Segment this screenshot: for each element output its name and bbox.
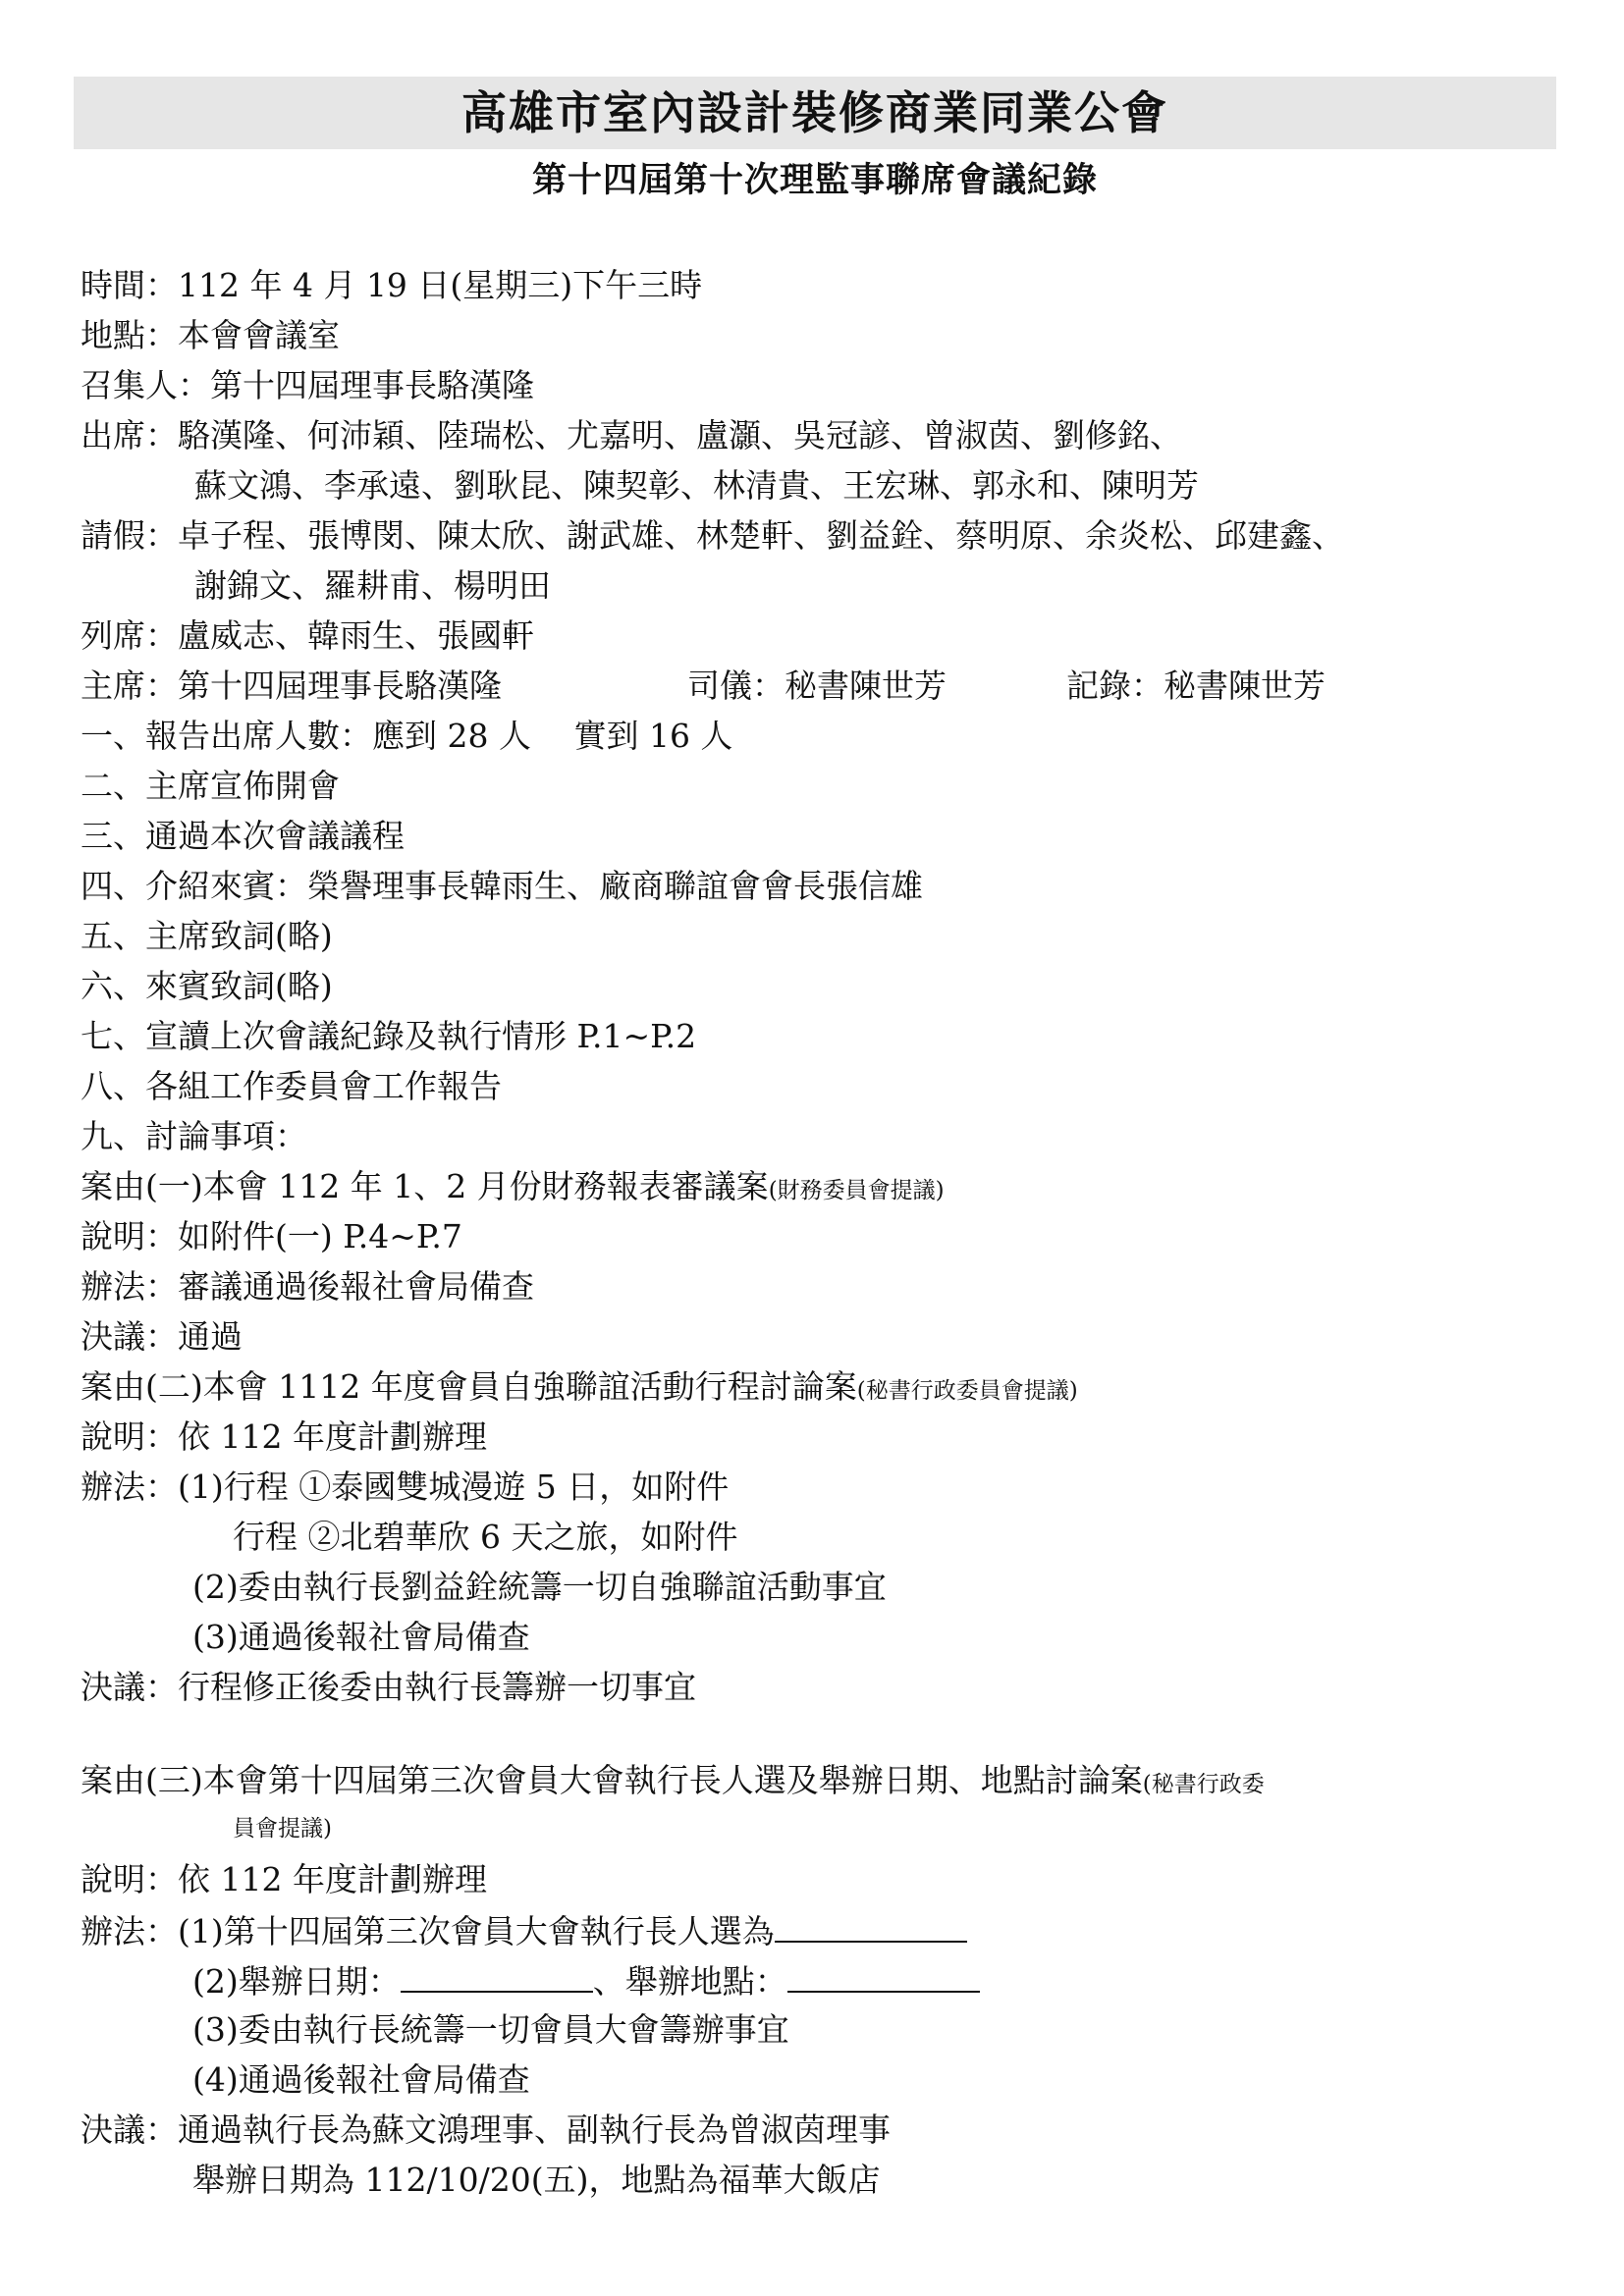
leave-line-1: 請假：卓子程、張博閔、陳太欣、謝武雄、林楚軒、劉益銓、蔡明原、余炎松、邱建鑫、 [81,516,1344,555]
case-3-method-2 [192,1957,980,2004]
attendees-line-1: 出席：駱漢隆、何沛穎、陸瑞松、尤嘉明、盧灝、吳冠諺、曾淑茵、劉修銘、 [81,416,1182,454]
case-3-resolution-2: 舉辦日期為 112/10/20(五)，地點為福華大飯店 [192,2161,881,2199]
case-3-method-2-date-label: (2)舉辦日期： [192,1962,401,2001]
agenda-item-8: 八、各組工作委員會工作報告 [81,1067,502,1105]
case-1-method: 辦法：審議通過後報社會局備查 [81,1267,534,1306]
case-3-method-1-text: 辦法：(1)第十四屆第三次會員大會執行長人選為 [81,1912,775,1950]
case-2-title-text: 案由(二)本會 1112 年度會員自強聯誼活動行程討論案 [81,1367,857,1406]
case-3-proposer-2: 員會提議) [233,1816,332,1842]
agenda-item-2: 二、主席宣佈開會 [81,767,340,805]
executive-candidate-blank [775,1907,967,1943]
event-date-blank [401,1957,593,1993]
agenda-item-6: 六、來賓致詞(略) [81,967,333,1005]
agenda-item-3: 三、通過本次會議議程 [81,817,405,855]
case-2-method-1b: 行程 ②北碧華欣 6 天之旅，如附件 [233,1518,738,1556]
observers: 列席：盧威志、韓雨生、張國軒 [81,616,534,655]
agenda-item-9: 九、討論事項： [81,1117,307,1155]
case-2-method-1: 辦法：(1)行程 ①泰國雙城漫遊 5 日，如附件 [81,1468,730,1506]
case-1-title [81,1164,945,1213]
agenda-item-1: 一、報告出席人數：應到 28 人 實到 16 人 [81,717,733,755]
case-2-explanation: 說明：依 112 年度計劃辦理 [81,1417,487,1456]
case-2-method-2: (2)委由執行長劉益銓統籌一切自強聯誼活動事宜 [192,1568,887,1606]
recorder: 記錄：秘書陳世芳 [1066,667,1326,705]
case-1-explanation: 說明：如附件(一) P.4~P.7 [81,1217,462,1255]
document-subtitle: 第十四屆第十次理監事聯席會議紀錄 [531,160,1098,200]
case-3-explanation: 說明：依 112 年度計劃辦理 [81,1860,487,1898]
case-3-proposer-1: (秘書行政委 [1142,1772,1265,1797]
document-title: 高雄市室內設計裝修商業同業公會 [74,77,1556,149]
case-2-resolution: 決議：行程修正後委由執行長籌辦一切事宜 [81,1668,696,1706]
case-1-title-text: 案由(一)本會 112 年 1、2 月份財務報表審議案 [81,1167,769,1205]
meeting-time: 時間：112 年 4 月 19 日(星期三)下午三時 [81,266,703,304]
case-2-title [81,1364,1078,1414]
case-3-method-1 [81,1907,967,1954]
case-1-resolution: 決議：通過 [81,1317,243,1356]
case-2-method-3: (3)通過後報社會局備查 [192,1618,530,1656]
chairperson: 主席：第十四屆理事長駱漢隆 [81,667,502,705]
case-1-proposer: (財務委員會提議) [768,1178,945,1203]
case-3-method-2-place-label: 、舉辦地點： [592,1962,787,2001]
meeting-convener: 召集人：第十四屆理事長駱漢隆 [81,366,534,404]
event-place-blank [787,1957,980,1993]
agenda-item-4: 四、介紹來賓：榮譽理事長韓雨生、廠商聯誼會會長張信雄 [81,867,923,905]
master-of-ceremonies: 司儀：秘書陳世芳 [687,667,947,705]
case-3-title-text: 案由(三)本會第十四屆第三次會員大會執行長人選及舉辦日期、地點討論案 [81,1761,1143,1799]
case-2-proposer: (秘書行政委員會提議) [856,1378,1078,1404]
agenda-item-5: 五、主席致詞(略) [81,917,333,955]
case-3-method-4: (4)通過後報社會局備查 [192,2060,530,2099]
case-3-title [81,1758,1265,1807]
agenda-item-7: 七、宣讀上次會議紀錄及執行情形 P.1~P.2 [81,1017,697,1055]
leave-line-2: 謝錦文、羅耕甫、楊明田 [194,566,551,605]
case-3-method-3: (3)委由執行長統籌一切會員大會籌辦事宜 [192,2010,789,2049]
case-3-resolution-1: 決議：通過執行長為蘇文鴻理事、副執行長為曾淑茵理事 [81,2110,891,2149]
meeting-place: 地點：本會會議室 [81,316,340,354]
attendees-line-2: 蘇文鴻、李承遠、劉耿昆、陳契彰、林清貴、王宏琳、郭永和、陳明芳 [194,466,1199,505]
